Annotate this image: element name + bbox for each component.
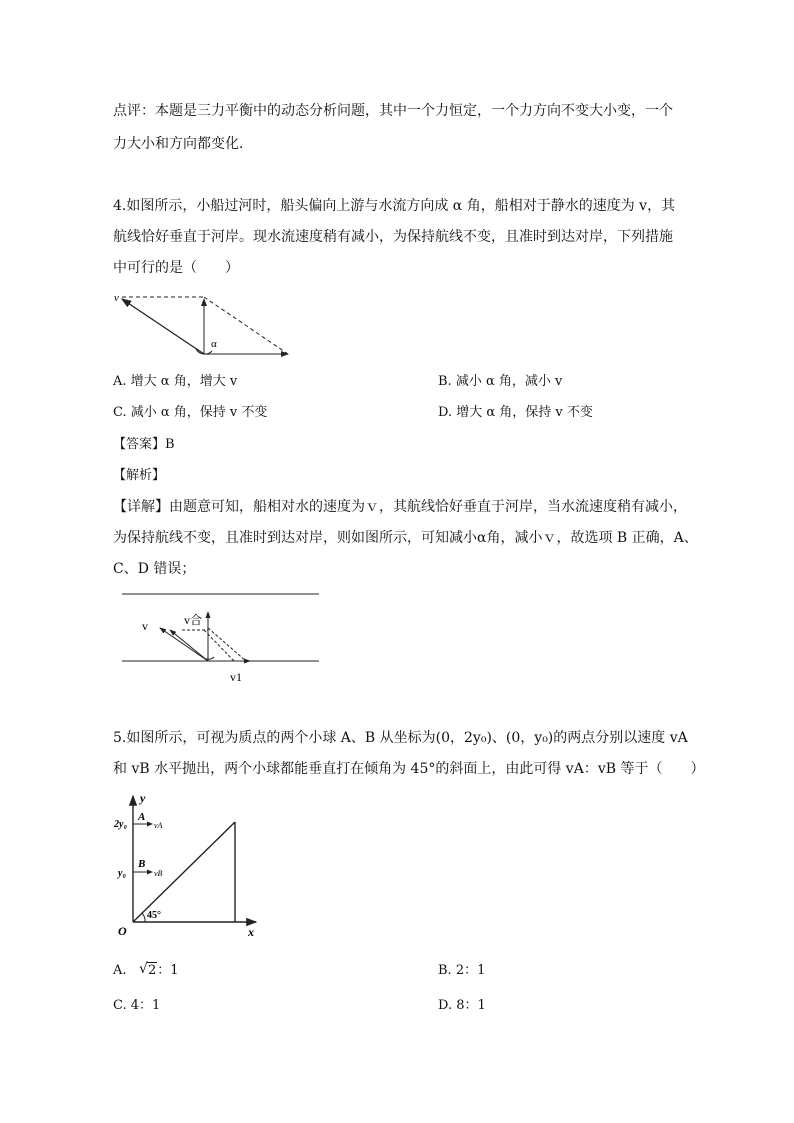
comment-line-2: 力大小和方向都变化． <box>113 136 253 152</box>
q4-stem-line-1: 4.如图所示，小船过河时，船头偏向上游与水流方向成 α 角，船相对于静水的速度为 v，其 <box>113 198 676 214</box>
q5-vB-label: vB <box>154 869 163 878</box>
q4-stem-line-3: 中可行的是（ ） <box>113 260 239 276</box>
q4-figure <box>112 290 302 360</box>
q4-v-label: v <box>114 292 119 304</box>
q5-2y0-label: 2y₀ <box>114 819 127 830</box>
q4-answer: 【答案】B <box>113 437 175 452</box>
q5-option-b[interactable]: B. 2：1 <box>438 963 486 978</box>
q4-solution-figure <box>122 590 322 686</box>
q5-B-label: B <box>138 858 146 870</box>
q4-fig2-vhe-label: v合 <box>184 613 203 627</box>
q4-fig2-v-label: v <box>142 619 148 633</box>
q5-angle-label: 45° <box>147 910 161 921</box>
q5-option-d[interactable]: D. 8：1 <box>438 998 486 1013</box>
q5-origin-label: O <box>118 924 127 938</box>
q5-option-a[interactable] <box>113 962 179 980</box>
q4-option-a[interactable]: A. 增大 α 角，增大 v <box>113 374 238 389</box>
q4-analysis-title: 【解析】 <box>113 468 166 483</box>
q4-option-c[interactable]: C. 减小 α 角，保持 v 不变 <box>113 405 268 420</box>
q4-v-arrow-1 <box>160 628 208 661</box>
q4-dashed-2 <box>208 628 246 661</box>
q5-option-a-radicand: 2 <box>147 963 157 978</box>
q5-stem-line-1: 5.如图所示，可视为质点的两个小球 A、B 从坐标为(0，2y₀)、(0，y₀)的两点分别以速度 vA <box>113 730 688 746</box>
q5-y0-label: y₀ <box>118 868 126 879</box>
q4-v-arrow <box>122 299 204 354</box>
q4-detail-line-2: 为保持航线不变，且准时到达对岸，则如图所示，可知减小α角，减小ｖ，故选项 B 正确，A、 <box>113 530 698 546</box>
q4-detail-line-1: 【详解】由题意可知，船相对水的速度为ｖ，其航线恰好垂直于河岸，当水流速度稍有减小， <box>113 499 687 515</box>
q5-angle-arc <box>142 913 145 922</box>
sqrt-symbol: √ 2 <box>138 961 157 978</box>
q5-option-a-prefix: A. <box>113 963 127 978</box>
q4-option-d[interactable]: D. 增大 α 角，保持 v 不变 <box>438 405 593 420</box>
q5-option-a-suffix: ：1 <box>157 963 179 978</box>
q5-A-label: A <box>138 811 146 823</box>
q4-stem-line-2: 航线恰好垂直于河岸。现水流速度稍有减小，为保持航线不变，且准时到达对岸，下列措施 <box>113 229 673 245</box>
q5-vA-label: vA <box>154 821 163 830</box>
q5-figure <box>112 790 262 940</box>
q4-fig2-v1-label: v1 <box>230 670 242 684</box>
q4-option-b[interactable]: B. 减小 α 角，减小 v <box>438 374 563 389</box>
q4-detail-line-3: C、D 错误； <box>113 561 196 577</box>
comment-line-1: 点评：本题是三力平衡中的动态分析问题，其中一个力恒定，一个力方向不变大小变，一个 <box>113 103 673 119</box>
q5-stem-line-2: 和 vB 水平抛出，两个小球都能垂直打在倾角为 45°的斜面上，由此可得 vA：vB 等于（ ） <box>113 761 705 777</box>
q5-y-label: y <box>140 791 146 805</box>
q5-option-c[interactable]: C. 4：1 <box>113 998 161 1013</box>
q5-x-label: x <box>248 925 254 939</box>
q4-alpha-label: α <box>211 338 217 350</box>
